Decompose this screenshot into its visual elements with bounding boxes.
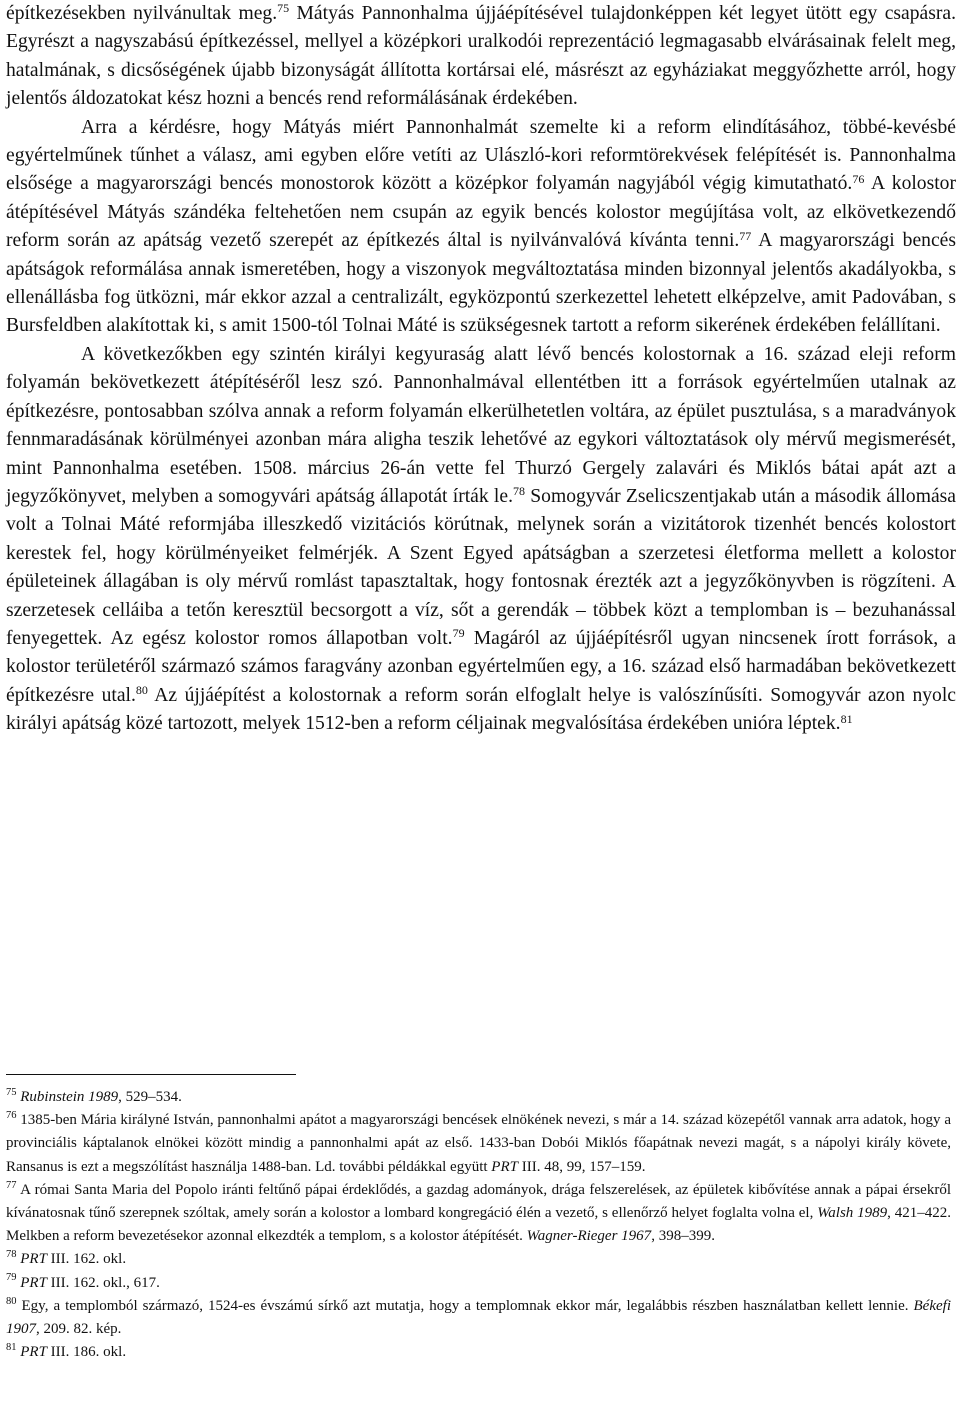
footnote-separator (6, 1074, 296, 1075)
footnote-76-text-a: 1385-ben Mária királyné István, pannonhalmi apátot a magyarországi bencések elnökének nevezi, s már a 14. század közepétől vannak arra adatok, hogy a provinciális káptalanok elnökei között mindig a pannonhalmi apát az első. 1433-ban Dobói Miklós főapátnak nevezi magát, s a nápolyi király követe, Ransanus is ezt a megszólítást használja 1488-ban. Ld. további példákkal együtt (6, 1112, 951, 1175)
paragraph-3-text-d: Az újjáépítést a kolostornak a reform során elfoglalt helye is valószínűsíti. Somogyvár azon nyolc királyi apátság közé tartozott, melyek 1512-ben a reform céljainak megvalósítása érdekében unióra léptek. (6, 684, 956, 735)
document-page (6, 0, 957, 1361)
paragraph-2-text-c: A magyarországi bencés apátságok reformálása annak ismeretében, hogy a viszonyok megváltoztatása minden bizonnyal jelentős akadályokba, s ellenállásba fog ütközni, már ekkor azzal a centralizált, egyközpontú szerkezettel lehetett elképzelve, amit Padovában, s Bursfeldben alakítottak ki, s amit 1500-tól Tolnai Máté is szükségesnek tartott a reform sikerének érdekében felállítani. (6, 230, 956, 337)
footnote-77-text-c: , 398–399. (651, 1228, 715, 1245)
paragraph-3-text-a: A következőkben egy szintén királyi kegyuraság alatt lévő bencés kolostornak a 16. század eleji reform folyamán bekövetkezett átépítéséről lesz szó. Pannonhalmával ellentétben itt a források egyértelműen utalnak az építkezésre, pontosabban szólva annak a reform folyamán elkerülhetetlen voltára, az épület pusztulása, s a maradványok fennmaradásának körülményei azonban mára aligha teszik lehetővé az egykori változtatások oly mérvű megismerését, mint Pannonhalma esetében. 1508. március 26-án vette fel Thurzó Gergely zalavári és Miklós bátai apát azt a jegyzőkönyvet, melyben a somogyvári apátság állapotát írták le. (6, 343, 956, 507)
footnote-number-81: 81 (6, 1341, 17, 1353)
footnote-ref-81[interactable]: 81 (840, 711, 853, 726)
footnote-ref-78[interactable]: 78 (512, 484, 525, 499)
paragraph-2 (6, 114, 956, 341)
footnote-79-reference: PRT (20, 1274, 47, 1291)
footnote-80-text-b: , 209. 82. kép. (36, 1321, 122, 1338)
footnote-77-text-a: A római Santa Maria del Popolo iránti feltűnő pápai érdeklődés, a gazdag adományok, drága felszerelések, az épületek kibővítése annak a pápai érsekről kívánatosnak tűnő szerepnek szóltak, amely során a kolostor a lombard kongregáció élén a vezető, s ellenőrző helyet foglalta volna el, (6, 1181, 951, 1222)
footnote-ref-80[interactable]: 80 (135, 683, 148, 698)
footnote-75-text: , 529–534. (118, 1089, 182, 1105)
footnote-ref-79[interactable]: 79 (452, 626, 465, 641)
footnote-number-78: 78 (6, 1249, 17, 1261)
paragraph-2-text-b: A kolostor átépítésével Mátyás szándéka feltehetően nem csupán az egyik bencés kolostor megújítása volt, az elkövetkezendő reform során az apátság vezető szerepét az építkezés által is nyilvánvalóvá kívánta tenni. (6, 173, 956, 252)
footnote-81-text: III. 186. okl. (46, 1344, 127, 1361)
footnotes (6, 1086, 951, 1364)
footnote-80-text-a: Egy, a templomból származó, 1524-es évszámú sírkő azt mutatja, hogy a templomnak ekkor már, legalábbis részben használatban kellett lennie. (16, 1297, 914, 1314)
footnote-81 (6, 1341, 951, 1364)
footnote-number-76: 76 (6, 1109, 17, 1121)
paragraph-3-text-b: Somogyvár Zselicszentjakab után a második állomása volt a Tolnai Máté reformjába illeszkedő vizitációs körútnak, melynek során a vizitátorok tizenhét bencés kolostort kerestek fel, hogy körülményeiket felmérjék. A Szent Egyed apátságban a szerzetesi életforma mellett a kolostor épületeinek állagában is oly mérvű romlást tapasztaltak, hogy fontosnak érezték azt a jegyzőkönyvben is rögzíteni. A szerzetesek celláiba a tetőn keresztül becsorgott a víz, sőt a gerendák – többek közt a templomban is – bezuhanással fenyegettek. Az egész kolostor romos állapotban volt. (6, 485, 956, 649)
paragraph-3-text-c: Magáról az újjáépítésről ugyan nincsenek írott források, a kolostor területéről származó számos faragvány azonban egyértelműen egy, a 16. század első harmadában bekövetkezett építkezésre utal. (6, 627, 957, 706)
footnote-76-text-b: III. 48, 99, 157–159. (517, 1158, 646, 1175)
footnote-77-reference-1: Walsh 1989 (817, 1205, 888, 1222)
footnote-number-77: 77 (6, 1179, 17, 1191)
footnote-ref-77[interactable]: 77 (739, 228, 752, 243)
footnote-78 (6, 1248, 951, 1271)
footnote-77-text-b: , 421–422. Melkben a reform bevezetésekor azonnal elkezdték a templom, s a kolostor átépítését. (6, 1205, 952, 1245)
footnote-80 (6, 1295, 951, 1341)
footnote-80-reference: Békefi 1907 (6, 1297, 951, 1338)
main-text (6, 0, 956, 739)
paragraph-1 (6, 0, 956, 114)
footnote-ref-75[interactable]: 75 (277, 1, 290, 16)
footnote-75 (6, 1086, 951, 1109)
paragraph-1-text-a: építkezésekben nyilvánultak meg. (6, 3, 278, 24)
paragraph-3 (6, 341, 956, 739)
footnote-78-text: III. 162. okl. (46, 1251, 127, 1268)
footnote-75-reference: Rubinstein 1989 (20, 1089, 119, 1105)
footnote-79-text: III. 162. okl., 617. (46, 1274, 160, 1291)
footnote-79 (6, 1272, 951, 1295)
footnote-number-75: 75 (6, 1086, 17, 1098)
paragraph-2-text-a: Arra a kérdésre, hogy Mátyás miért Pannonhalmát szemelte ki a reform elindításához, többé-kevésbé egyértelműnek tűnhet a válasz, ami egyben előre vetíti az Ulászló-kori reformtörekvések felépítését is. Pannonhalma elsősége a magyarországi bencés monostorok között a középkor folyamán nagyjából végig kimutatható. (6, 116, 956, 195)
footnote-78-reference: PRT (20, 1251, 47, 1268)
footnote-number-80: 80 (6, 1295, 17, 1307)
footnote-77-reference-2: Wagner-Rieger 1967 (526, 1228, 652, 1245)
footnote-76 (6, 1109, 951, 1179)
footnote-77 (6, 1179, 951, 1249)
footnote-76-reference: PRT (491, 1158, 518, 1175)
footnote-number-79: 79 (6, 1272, 17, 1284)
footnote-81-reference: PRT (20, 1344, 47, 1361)
footnote-ref-76[interactable]: 76 (852, 171, 865, 186)
paragraph-1-text-b: Mátyás Pannonhalma újjáépítésével tulajdonképpen két legyet ütött egy csapásra. Egyrészt a nagyszabású építkezéssel, mellyel a középkori uralkodói reprezentáció legmagasabb elvárásainak felelt meg, hatalmának, s dicsőségének újabb bizonyságát állította kortársai elé, másrészt az egyháziakat meggyőzhette arról, hogy jelentős áldozatokat kész hozni a bencés rend reformálásának érdekében. (6, 3, 956, 110)
